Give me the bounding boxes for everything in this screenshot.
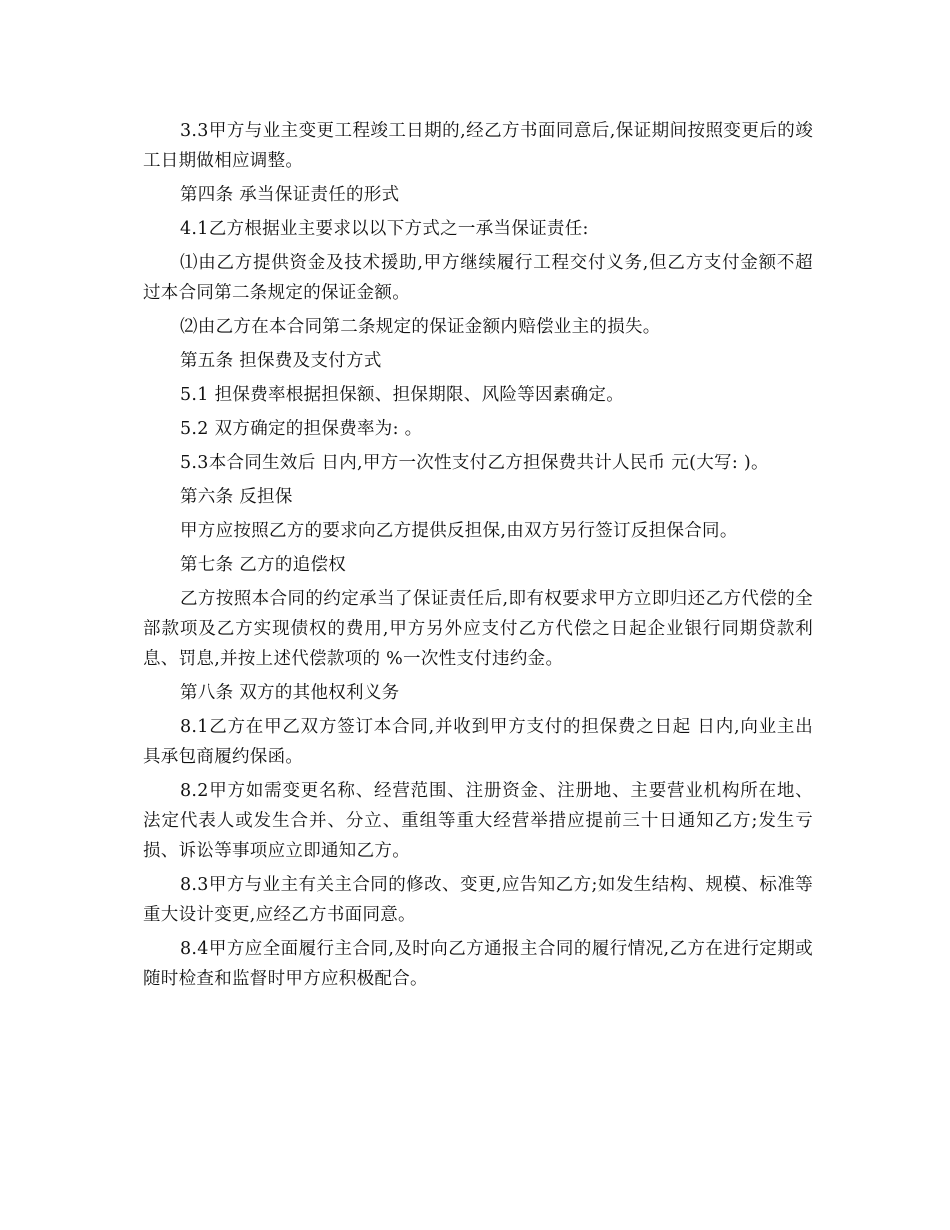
clause-8-4: 8.4甲方应全面履行主合同,及时向乙方通报主合同的履行情况,乙方在进行定期或随时检查和监督时甲方应积极配合。 — [143, 939, 813, 989]
clause-8-3: 8.3甲方与业主有关主合同的修改、变更,应告知乙方;如发生结构、规模、标准等重大设计变更,应经乙方书面同意。 — [143, 875, 813, 925]
clause-8-2: 8.2甲方如需变更名称、经营范围、注册资金、注册地、主要营业机构所在地、法定代表人或发生合并、分立、重组等重大经营举措应提前三十日通知乙方;发生亏损、诉讼等事项应立即通知乙方。 — [143, 781, 813, 861]
clause-8-1: 8.1乙方在甲乙双方签订本合同,并收到甲方支付的担保费之日起 日内,向业主出具承包商履约保函。 — [143, 717, 813, 767]
clause-3-3: 3.3甲方与业主变更工程竣工日期的,经乙方书面同意后,保证期间按照变更后的竣工日期做相应调整。 — [143, 121, 813, 171]
article-6-heading: 第六条 反担保 — [180, 487, 293, 507]
clause-5-2: 5.2 双方确定的担保费率为: 。 — [180, 419, 423, 439]
article-4-heading: 第四条 承当保证责任的形式 — [180, 185, 400, 205]
clause-5-1: 5.1 担保费率根据担保额、担保期限、风险等因素确定。 — [180, 385, 624, 405]
article-7-text: 乙方按照本合同的约定承当了保证责任后,即有权要求甲方立即归还乙方代偿的全部款项及乙方实现债权的费用,甲方另外应支付乙方代偿之日起企业银行同期贷款利息、罚息,并按上述代偿款项的 %一次性支付违约金。 — [143, 589, 813, 669]
clause-5-3: 5.3本合同生效后 日内,甲方一次性支付乙方担保费共计人民币 元(大写: )。 — [180, 453, 769, 473]
article-6-text: 甲方应按照乙方的要求向乙方提供反担保,由双方另行签订反担保合同。 — [180, 521, 738, 541]
article-7-heading: 第七条 乙方的追偿权 — [180, 555, 347, 575]
document-body — [143, 116, 813, 998]
clause-4-1-item-1: ⑴由乙方提供资金及技术援助,甲方继续履行工程交付义务,但乙方支付金额不超过本合同第二条规定的保证金额。 — [143, 253, 813, 303]
clause-4-1: 4.1乙方根据业主要求以以下方式之一承当保证责任: — [180, 219, 589, 239]
clause-4-1-item-2: ⑵由乙方在本合同第二条规定的保证金额内赔偿业主的损失。 — [180, 317, 661, 337]
article-5-heading: 第五条 担保费及支付方式 — [180, 351, 382, 371]
article-8-heading: 第八条 双方的其他权利义务 — [180, 683, 400, 703]
